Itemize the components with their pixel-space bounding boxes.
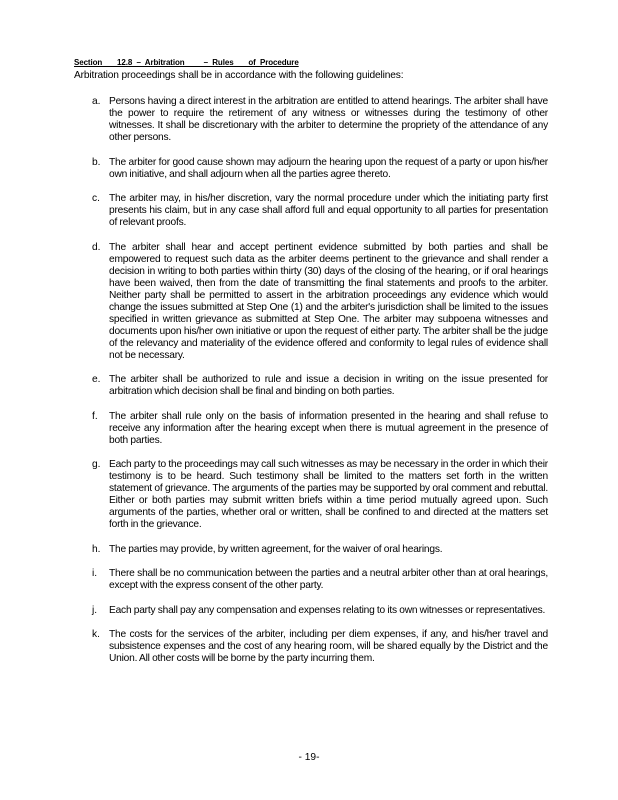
list-item-marker: h. xyxy=(92,543,101,555)
list-item xyxy=(74,157,548,181)
list-item xyxy=(74,568,548,592)
list-item-marker: e. xyxy=(92,374,101,385)
list-item-text: The arbiter shall be authorized to rule and issue a decision in writing on the issue presented for arbitration which decision shall be final and binding on both parties. xyxy=(109,374,548,397)
guidelines-list xyxy=(74,96,548,678)
list-item xyxy=(74,544,548,556)
list-item xyxy=(74,193,548,229)
list-item xyxy=(74,605,548,617)
list-item-text: The parties may provide, by written agreement, for the waiver of oral hearings. xyxy=(109,543,443,555)
page-number: - 19- xyxy=(298,752,320,763)
section-heading: Section 12.8 – Arbitration – Rules of Procedure xyxy=(74,58,299,67)
list-item-text: The costs for the services of the arbiter, including per diem expenses, if any, and his/her travel and subsistence expenses and the cost of any hearing room, will be shared equally by the District and the Union. All other costs will be borne by the party incurring them. xyxy=(109,629,548,664)
list-item-marker: b. xyxy=(92,156,101,168)
list-item-marker: g. xyxy=(92,459,101,470)
list-item xyxy=(74,242,548,362)
list-item-text: Each party to the proceedings may call such witnesses as may be necessary in the order in which their testimony is to be heard. Such testimony shall be limited to the matters set forth in the written statement of grievance. The arguments of the parties may be supported by oral comment and rebuttal. Either or both parties may submit written briefs within a time period mutually agreed upon. Such arguments of the parties, whether oral or written, shall be confined to and directed at the matters set forth in the grievance. xyxy=(109,459,548,530)
list-item-marker: f. xyxy=(92,410,98,422)
list-item-marker: j. xyxy=(92,604,98,616)
list-item-text: Each party shall pay any compensation and expenses relating to its own witnesses or representatives. xyxy=(109,604,546,616)
list-item-text: Persons having a direct interest in the arbitration are entitled to attend hearings. The arbiter shall have the power to require the retirement of any witness or witnesses during the testimony of other witnesses. It shall be discretionary with the arbiter to determine the propriety of the attendance of any other persons. xyxy=(109,96,548,143)
list-item-text: The arbiter shall hear and accept pertinent evidence submitted by both parties and shall be empowered to request such data as the arbiter deems pertinent to the grievance and shall render a decision in writing to both parties within thirty (30) days of the closing of the hearing, or if oral hearings have been waived, then from the date of transmitting the final statements and proofs to the arbiter. Neither party shall be permitted to assert in the arbitration proceedings any evidence which would change the issues submitted at Step One (1) and the arbiter's jurisdiction shall be limited to the issues specified in written grievance as submitted at Step One. The arbiter may subpoena witnesses and documents upon his/her own initiative or upon the request of either party. The arbiter shall be the judge of the relevancy and materiality of the evidence offered and conformity to legal rules of evidence shall not be necessary. xyxy=(109,241,548,361)
intro-paragraph: Arbitration proceedings shall be in accordance with the following guidelines: xyxy=(74,70,404,81)
list-item xyxy=(74,96,548,144)
list-item xyxy=(74,629,548,665)
list-item xyxy=(74,374,548,398)
list-item-marker: a. xyxy=(92,96,101,107)
list-item-text: The arbiter shall rule only on the basis of information presented in the hearing and shall refuse to receive any information after the hearing except when there is mutual agreement in the presence of both parties. xyxy=(109,410,548,446)
list-item-marker: k. xyxy=(92,629,100,640)
list-item-text: There shall be no communication between the parties and a neutral arbiter other than at oral hearings, except with the express consent of the other party. xyxy=(109,568,548,591)
list-item-marker: d. xyxy=(92,241,101,253)
list-item-text: The arbiter for good cause shown may adjourn the hearing upon the request of a party or upon his/her own initiative, and shall adjourn when all the parties agree thereto. xyxy=(109,156,548,180)
list-item-marker: i. xyxy=(92,568,98,579)
list-item-text: The arbiter may, in his/her discretion, vary the normal procedure under which the initiating party first presents his claim, but in any case shall afford full and equal opportunity to all parties for presentation of relevant proofs. xyxy=(109,193,548,228)
list-item xyxy=(74,411,548,447)
list-item xyxy=(74,459,548,531)
list-item-marker: c. xyxy=(92,193,100,204)
